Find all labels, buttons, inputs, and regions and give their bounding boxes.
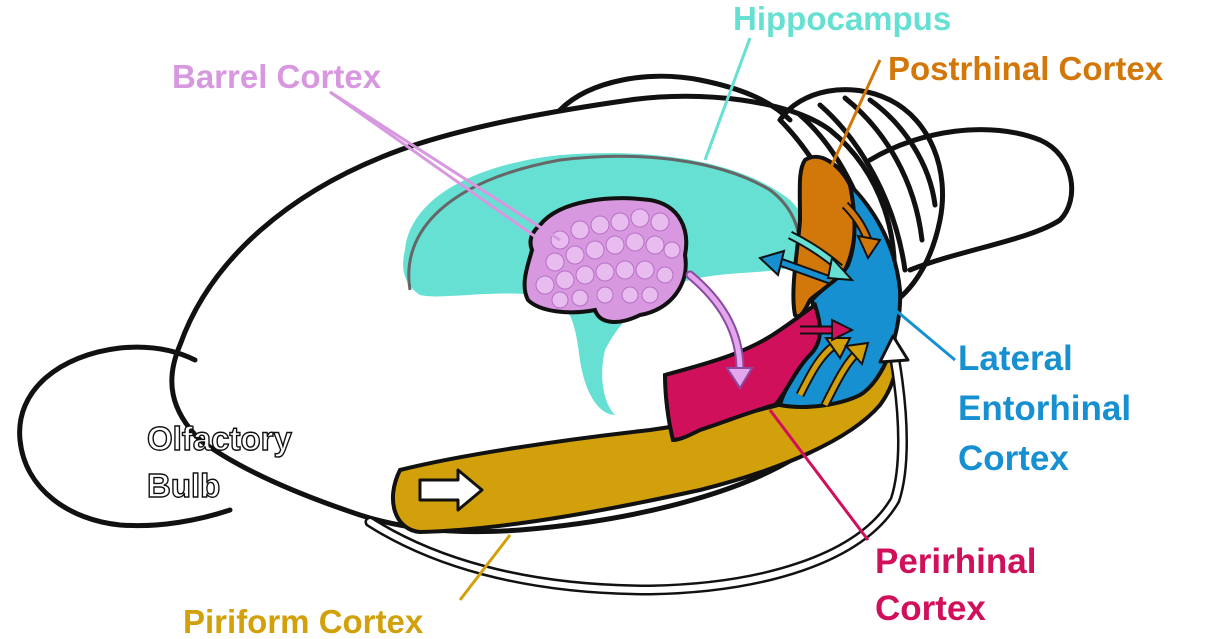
lec-label-line2: Entorhinal bbox=[958, 389, 1132, 428]
lec-label-line1: Lateral bbox=[958, 339, 1073, 378]
hippocampus-label: Hippocampus bbox=[733, 0, 952, 37]
lec-label-line3: Cortex bbox=[958, 439, 1069, 478]
perirhinal-label-line1: Perirhinal bbox=[875, 542, 1037, 581]
postrhinal-cortex-label: Postrhinal Cortex bbox=[888, 50, 1164, 87]
olfactory-label-line1: Olfactory bbox=[147, 420, 292, 457]
piriform-cortex-label: Piriform Cortex bbox=[183, 603, 424, 639]
perirhinal-label-line2: Cortex bbox=[875, 589, 986, 628]
barrel-cortex-label: Barrel Cortex bbox=[172, 58, 382, 95]
olfactory-label-line2: Bulb bbox=[147, 467, 221, 504]
